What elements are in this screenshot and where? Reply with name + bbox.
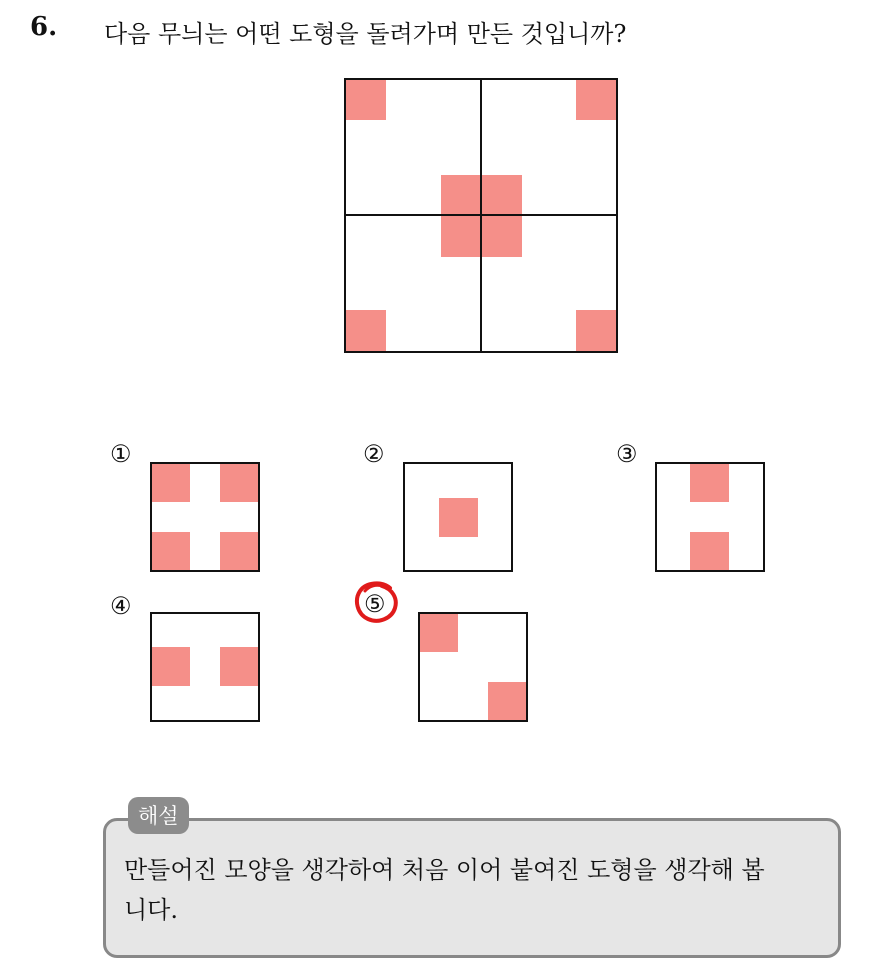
- choice-5-figure[interactable]: [418, 612, 528, 722]
- pattern-square-bottom-left-corner: [346, 310, 386, 351]
- explanation-tag: 해설: [128, 797, 189, 834]
- choice-4-square-left-middle: [151, 647, 190, 686]
- choice-4-label[interactable]: ④: [110, 592, 132, 620]
- choice-1-square-top-left: [151, 463, 190, 502]
- pattern-square-top-left-corner: [346, 80, 386, 120]
- choice-2-square-center: [439, 498, 478, 537]
- choice-4-figure[interactable]: [150, 612, 260, 722]
- choice-5-label[interactable]: ⑤: [364, 590, 386, 618]
- choice-1-square-bottom-right: [220, 532, 259, 571]
- choice-3-label[interactable]: ③: [616, 440, 638, 468]
- choice-1-figure[interactable]: [150, 462, 260, 572]
- choice-5-square-bottom-right: [488, 682, 527, 721]
- choice-1-square-top-right: [220, 463, 259, 502]
- choice-5-square-top-left: [419, 613, 458, 652]
- explanation-line-2: 니다.: [124, 896, 178, 924]
- choice-3-square-bottom-middle: [690, 532, 729, 571]
- pattern-square-bottom-right-corner: [576, 310, 616, 351]
- main-pattern-figure: [344, 78, 618, 353]
- choice-1-label[interactable]: ①: [110, 440, 132, 468]
- question-text: 다음 무늬는 어떤 도형을 돌려가며 만든 것입니까?: [104, 20, 627, 48]
- choice-3-figure[interactable]: [655, 462, 765, 572]
- choice-2-figure[interactable]: [403, 462, 513, 572]
- question-number: 6.: [30, 12, 58, 42]
- pattern-square-top-right-corner: [576, 80, 616, 120]
- choice-2-label[interactable]: ②: [363, 440, 385, 468]
- choice-4-square-right-middle: [220, 647, 259, 686]
- explanation-text: [124, 850, 828, 930]
- explanation-line-1: 만들어진 모양을 생각하여 처음 이어 붙여진 도형을 생각해 봅: [124, 856, 765, 884]
- choice-3-square-top-middle: [690, 463, 729, 502]
- choice-1-square-bottom-left: [151, 532, 190, 571]
